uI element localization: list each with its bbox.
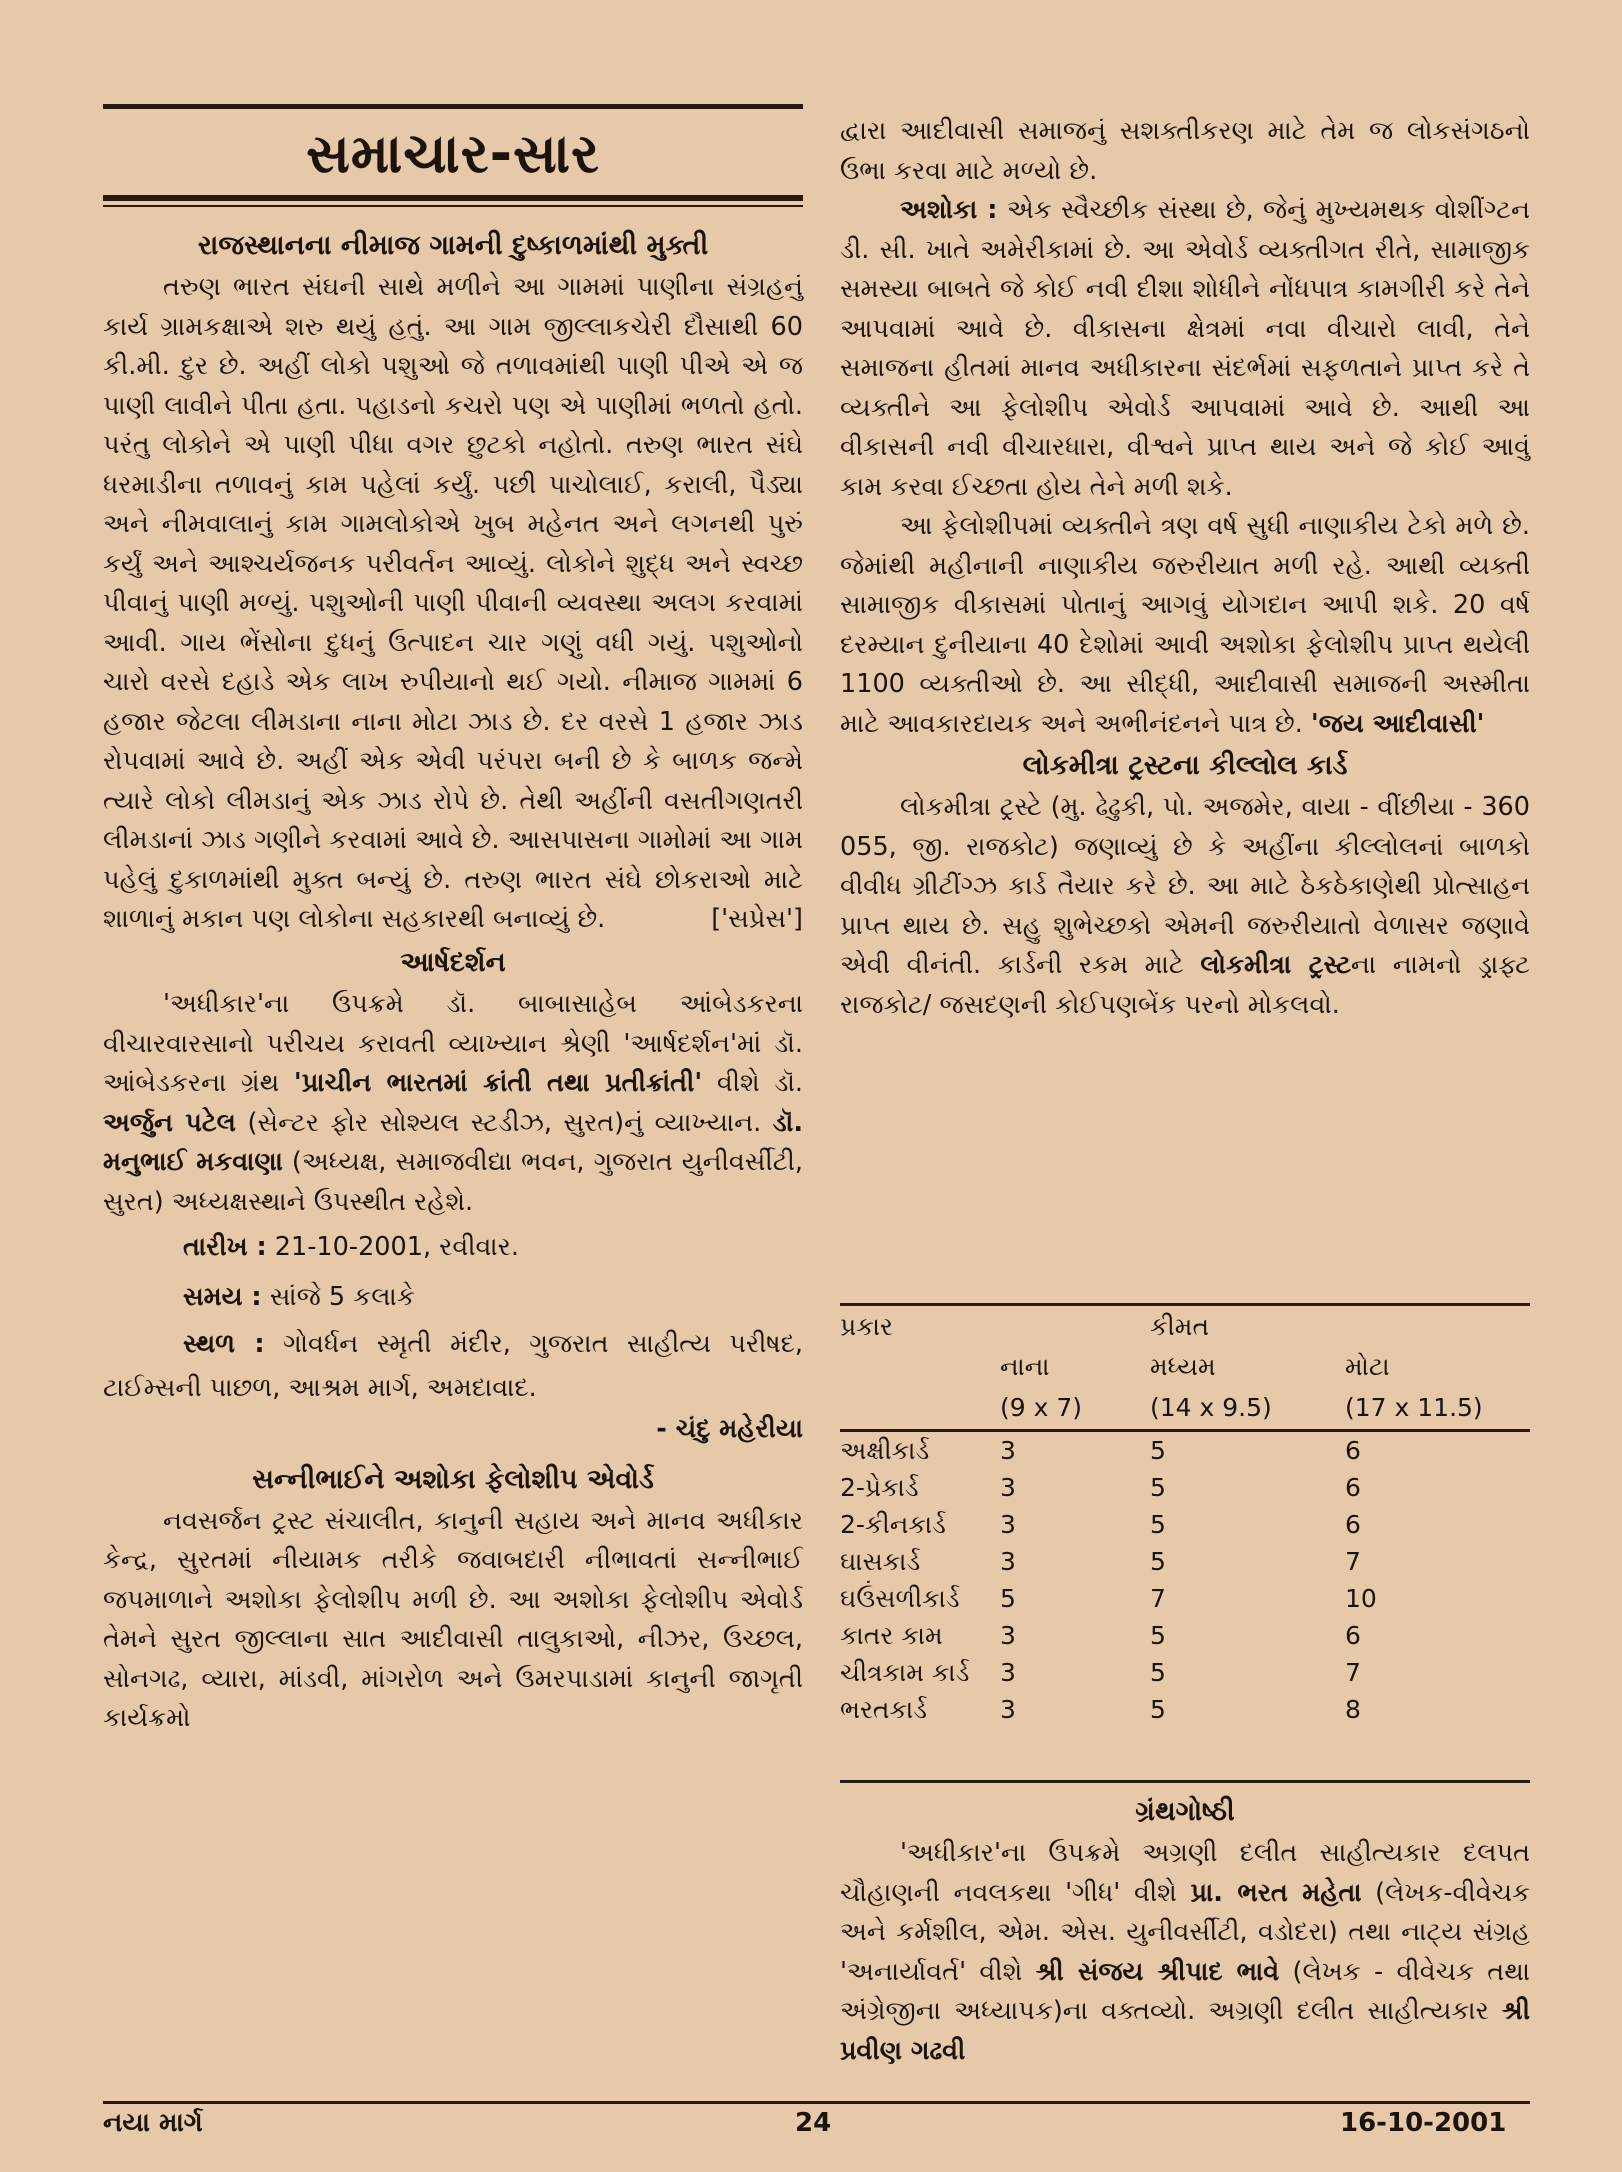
row-small: 3 xyxy=(1000,1547,1016,1576)
event-time xyxy=(103,1272,803,1322)
header-price: કીમત xyxy=(1150,1312,1210,1341)
article2-text-2: વીશે ડૉ. xyxy=(716,1068,804,1098)
lokmitra-title: લોકમીત્રા ટ્રસ્ટના કીલ્લોલ કાર્ડ xyxy=(1022,750,1348,781)
row-medium: 5 xyxy=(1150,1473,1166,1502)
event-date xyxy=(103,1222,803,1272)
fellowship-body: આ ફેલોશીપમાં વ્યક્તીને ત્રણ વર્ષ સુધી નાણાકીય ટેકો મળે છે. જેમાંથી મહીનાની નાણાકીય જરુરીયાત મળી રહે. આથી વ્યક્તી સામાજીક વીકાસમાં પોતાનું આગવું યોગદાન આપી શકે. 20 વર્ષ દરમ્યાન દુનીયાના 40 દેશોમાં આવી અશોકા ફેલોશીપ પ્રાપ્ત થયેલી 1100 વ્યક્તીઓ છે. આ સીદ્ધી, આદીવાસી સમાજની અસ્મીતા માટે આવકારદાયક અને અભીનંદનને પાત્ર છે. xyxy=(840,511,1530,739)
right-column xyxy=(840,112,1530,1025)
header-type: પ્રકાર xyxy=(840,1312,893,1341)
footer-date: 16-10-2001 xyxy=(1340,2108,1507,2138)
row-large: 6 xyxy=(1345,1621,1361,1650)
article2-text-3: (સેન્ટર ફોર સોશ્યલ સ્ટડીઝ, સુરત)નું વ્યાખ્યાન. xyxy=(247,1107,762,1138)
header-medium: મધ્યમ xyxy=(1150,1351,1216,1381)
table-row xyxy=(840,1617,1530,1654)
card-price-table xyxy=(840,1303,1530,1728)
page-title: સમાચાર-સાર xyxy=(306,122,600,185)
event-date-label: તારીખ : xyxy=(183,1232,267,1262)
article1-credit: ['સપ્રેસ'] xyxy=(711,903,803,934)
article3-title: સન્નીભાઈને અશોકા ફેલોશીપ એવોર્ડ xyxy=(252,1463,654,1495)
row-small: 5 xyxy=(1000,1584,1016,1613)
row-medium: 5 xyxy=(1150,1436,1166,1465)
article1-body: તરુણ ભારત સંઘની સાથે મળીને આ ગામમાં પાણીના સંગ્રહનું કાર્ય ગ્રામકક્ષાએ શરુ થયું હતું. આ ગામ જીલ્લાકચેરી દૌસાથી 60 કી.મી. દુર છે. અહીં લોકો પશુઓ જે તળાવમાંથી પાણી પીએ એ જ પાણી લાવીને પીતા હતા. પહાડનો કચરો પણ એ પાણીમાં ભળતો હતો. પરંતુ લોકોને એ પાણી પીધા વગર છુટકો નહોતો. તરુણ ભારત સંઘે ધરમાડીના તળાવનું કામ પહેલાં કર્યું. પછી પાચોલાઈ, કરાલી, પૈડ્યા અને નીમવાલાનું કામ ગામલોકોએ ખુબ મહેનત અને લગનથી પુરું કર્યું અને આશ્ચર્યજનક પરીવર્તન આવ્યું. લોકોને શુદ્ધ અને સ્વચ્છ પીવાનું પાણી મળ્યું. પશુઓની પાણી પીવાની વ્યવસ્થા અલગ કરવામાં આવી. ગાય ભેંસોના દુધનું ઉત્પાદન ચાર ગણું વધી ગયું. પશુઓનો ચારો વરસે દહાડે એક લાખ રુપીયાનો થઈ ગયો. નીમાજ ગામમાં 6 હજાર જેટલા લીમડાના નાના મોટા ઝાડ છે. દર વરસે 1 હજાર ઝાડ રોપવામાં આવે છે. અહીં એક એવી પરંપરા બની છે કે બાળક જન્મે ત્યારે લોકો લીમડાનું એક ઝાડ રોપે છે. તેથી અહીંની વસતીગણતરી લીમડાનાં ઝાડ ગણીને કરવામાં આવે છે. આસપાસના ગામોમાં આ ગામ પહેલું દુકાળમાંથી મુક્ત બન્યું છે. તરુણ ભારત સંઘે છોકરાઓ માટે શાળાનું મકાન પણ લોકોના સહકારથી બનાવ્યું છે. xyxy=(103,272,803,934)
grantha-speaker-2: શ્રી સંજય શ્રીપાદ ભાવે xyxy=(1035,1956,1280,1987)
table-row xyxy=(840,1506,1530,1543)
table-row xyxy=(840,1469,1530,1506)
row-medium: 7 xyxy=(1150,1584,1166,1613)
grantha-speaker-1: પ્રા. ભરત મહેતા xyxy=(1190,1877,1362,1908)
row-name: ઘાસકાર્ડ xyxy=(840,1546,921,1576)
dims-large: (17 x 11.5) xyxy=(1345,1392,1483,1422)
footer-rule xyxy=(103,2101,1530,2104)
header-small: નાના xyxy=(1000,1351,1050,1381)
row-medium: 5 xyxy=(1150,1695,1166,1724)
table-row xyxy=(840,1654,1530,1691)
dims-small: (9 x 7) xyxy=(1000,1392,1083,1422)
row-medium: 5 xyxy=(1150,1510,1166,1539)
article2-body xyxy=(103,985,803,1222)
jay-adivasi: 'જય આદીવાસી' xyxy=(1310,708,1485,739)
table-row xyxy=(840,1543,1530,1580)
event-time-value: સાંજે 5 કલાકે xyxy=(269,1282,415,1312)
row-large: 6 xyxy=(1345,1473,1361,1502)
lokmitra-trust-name: લોકમીત્રા ટ્રસ્ટ xyxy=(1200,950,1351,980)
article2-title: આર્ષદર્શન xyxy=(400,947,506,978)
footer-publication: નયા માર્ગ xyxy=(103,2108,203,2138)
row-medium: 5 xyxy=(1150,1547,1166,1576)
row-name: 2-પ્રેકાર્ડ xyxy=(840,1472,919,1502)
left-column xyxy=(103,224,803,1739)
top-rule xyxy=(103,104,803,109)
title-rule-thin xyxy=(103,205,803,207)
article2-speaker: અર્જુન પટેલ xyxy=(103,1107,236,1138)
row-large: 6 xyxy=(1345,1436,1361,1465)
article3-continued: દ્વારા આદીવાસી સમાજનું સશક્તીકરણ માટે તેમ જ લોકસંગઠનો ઉભા કરવા માટે મળ્યો છે. xyxy=(840,116,1530,186)
grantha-body xyxy=(840,1834,1530,2071)
row-name: 2-કીનકાર્ડ xyxy=(840,1509,946,1539)
row-small: 3 xyxy=(1000,1436,1016,1465)
event-venue-label: સ્થળ : xyxy=(183,1329,265,1359)
grantha-rule xyxy=(840,1780,1530,1783)
row-large: 7 xyxy=(1345,1547,1361,1576)
grantha-title: ગ્રંથગોષ્ઠી xyxy=(1135,1796,1235,1827)
table-row xyxy=(840,1431,1530,1470)
grantha-text-3: (લેખક - વીવેચક તથા અંગ્રેજીના અધ્યાપક)ના વક્તવ્યો. અગ્રણી દલીત સાહીત્યકાર xyxy=(840,1956,1531,2026)
article2-chair: ડૉ. મનુભાઈ મકવાણા xyxy=(103,1107,804,1177)
footer-page-number: 24 xyxy=(795,2108,832,2138)
row-large: 10 xyxy=(1345,1584,1377,1613)
article3-body: નવસર્જન ટ્રસ્ટ સંચાલીત, કાનુની સહાય અને માનવ અધીકાર કેન્દ્ર, સુરતમાં નીયામક તરીકે જવાબદારી નીભાવતાં સન્નીભાઈ જપમાળાને અશોકા ફેલોશીપ મળી છે. આ અશોકા ફેલોશીપ એવોર્ડ તેમને સુરત જીલ્લાના સાત આદીવાસી તાલુકાઓ, નીઝર, ઉચ્છલ, સોનગઢ, વ્યારા, માંડવી, માંગરોળ અને ઉમરપાડામાં કાનુની જાગૃતી કાર્યક્રમો xyxy=(103,1505,803,1733)
row-name: અક્ષીકાર્ડ xyxy=(840,1435,930,1465)
grantha-speaker-3: શ્રી પ્રવીણ ગઢવી xyxy=(840,1996,1530,2066)
article2-text-4: (અધ્યક્ષ, સમાજવીદ્યા ભવન, ગુજરાત યુનીવર્સીટી, સુરત) અધ્યક્ષસ્થાને ઉપસ્થીત રહેશે. xyxy=(103,1147,803,1217)
ashoka-label: અશોકા : xyxy=(900,195,998,225)
article2-book-title: 'પ્રાચીન ભારતમાં ક્રાંતી તથા પ્રતીક્રાંતી' xyxy=(293,1068,703,1098)
row-small: 3 xyxy=(1000,1510,1016,1539)
lokmitra-text-1: લોકમીત્રા ટ્રસ્ટે (મુ. ઢેઢુકી, પો. અજમેર, વાયા - વીંછીયા - 360 055, જી. રાજકોટ) જણાવ્યું છે કે અહીંના કીલ્લોલનાં બાળકો વીવીધ ગ્રીટીંગ્ઝ કાર્ડ તૈયાર કરે છે. આ માટે ઠેકઠેકાણેથી પ્રોત્સાહન પ્રાપ્ત થાય છે. સહુ શુભેચ્છકો એમની જરુરીયાતો વેળાસર જણાવે એવી વીનંતી. કાર્ડની રકમ માટે xyxy=(840,792,1530,980)
grantha-text-2: (લેખક-વીવેચક અને કર્મશીલ, એમ. એસ. યુનીવર્સીટી, વડોદરા) તથા નાટ્ય સંગ્રહ 'અનાર્યાવર્ત' વીશે xyxy=(840,1877,1531,1987)
row-name: ઘઉંસળીકાર્ડ xyxy=(840,1583,960,1613)
event-venue xyxy=(103,1322,803,1410)
row-large: 7 xyxy=(1345,1658,1361,1687)
lokmitra-body xyxy=(840,788,1530,1025)
table-row xyxy=(840,1691,1530,1728)
row-name: કાતર કામ xyxy=(840,1620,943,1650)
fellowship-paragraph xyxy=(840,507,1530,744)
dims-medium: (14 x 9.5) xyxy=(1150,1392,1272,1422)
table-size-dims-row xyxy=(840,1385,1530,1431)
article1-title: રાજસ્થાનના નીમાજ ગામની દુષ્કાળમાંથી મુક્તી xyxy=(197,230,709,261)
row-large: 8 xyxy=(1345,1695,1361,1724)
article2-credit: - ચંદુ મહેરીયા xyxy=(656,1414,803,1444)
event-date-value: 21-10-2001, રવીવાર. xyxy=(274,1232,519,1262)
row-name: ચીત્રકામ કાર્ડ xyxy=(840,1657,970,1687)
row-small: 3 xyxy=(1000,1621,1016,1650)
header-large: મોટા xyxy=(1345,1351,1390,1381)
table-row xyxy=(840,1580,1530,1617)
row-small: 3 xyxy=(1000,1695,1016,1724)
ashoka-body: એક સ્વૈચ્છીક સંસ્થા છે, જેનું મુખ્યમથક વોશીંગ્ટન ડી. સી. ખાતે અમેરીકામાં છે. આ એવોર્ડ વ્યક્તીગત રીતે, સામાજીક સમસ્યા બાબતે જે કોઈ નવી દીશા શોધીને નોંધપાત્ર કામગીરી કરે તેને આપવામાં આવે છે. વીકાસના ક્ષેત્રમાં નવા વીચારો લાવી, તેને સમાજના હીતમાં માનવ અધીકારના સંદર્ભમાં સફળતાને પ્રાપ્ત કરે તે વ્યક્તીને આ ફેલોશીપ એવોર્ડ આપવામાં આવે છે. આથી આ વીકાસની નવી વીચારધારા, વીશ્વને પ્રાપ્ત થાય અને જે કોઈ આવું કામ કરવા ઈચ્છતા હોય તેને મળી શકે. xyxy=(840,195,1531,502)
event-time-label: સમય : xyxy=(183,1282,262,1312)
article2-text-1: 'અધીકાર'ના ઉપક્રમે ડૉ. બાબાસાહેબ આંબેડકરના વીચારવારસાનો પરીચય કરાવતી વ્યાખ્યાન શ્રેણી 'આર્ષદર્શન'માં ડૉ. આંબેડકરના ગ્રંથ xyxy=(103,989,803,1098)
row-medium: 5 xyxy=(1150,1658,1166,1687)
table-header-row xyxy=(840,1306,1530,1348)
granthagoshthi-section xyxy=(840,1790,1530,2071)
event-venue-value: ગોવર્ધન સ્મૃતી મંદીર, ગુજરાત સાહીત્ય પરીષદ, ટાઈમ્સની પાછળ, આશ્રમ માર્ગ, અમદાવાદ. xyxy=(103,1329,803,1403)
row-medium: 5 xyxy=(1150,1621,1166,1650)
row-name: ભરતકાર્ડ xyxy=(840,1694,928,1724)
row-small: 3 xyxy=(1000,1658,1016,1687)
row-large: 6 xyxy=(1345,1510,1361,1539)
ashoka-paragraph xyxy=(840,191,1530,507)
table-size-names-row xyxy=(840,1348,1530,1385)
title-rule-thick xyxy=(103,195,803,201)
grantha-text-1: 'અધીકાર'ના ઉપક્રમે અગ્રણી દલીત સાહીત્યકાર દલપત ચૌહાણની નવલકથા 'ગીધ' વીશે xyxy=(840,1838,1530,1908)
lokmitra-text-2: ના નામનો ડ્રાફ્ટ રાજકોટ/ જસદણની કોઈપણબેંક પરનો મોકલવો. xyxy=(840,950,1530,1020)
row-small: 3 xyxy=(1000,1473,1016,1502)
